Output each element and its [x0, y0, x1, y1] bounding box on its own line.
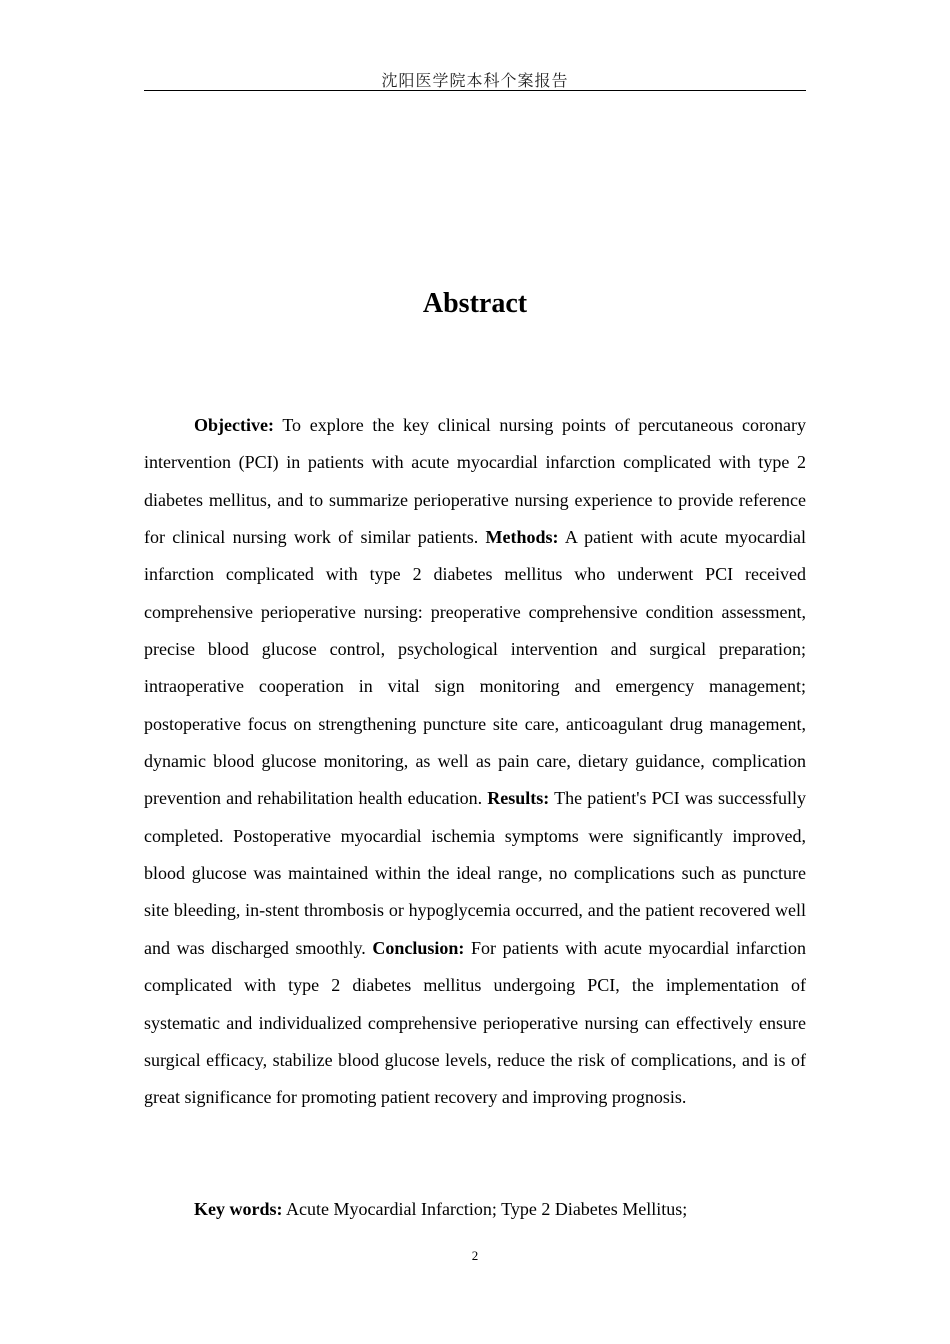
header-rule — [144, 90, 806, 91]
keywords-text: Acute Myocardial Infarction; Type 2 Diabetes Mellitus; — [282, 1199, 688, 1219]
conclusion-label: Conclusion: — [372, 937, 465, 958]
conclusion-text: For patients with acute myocardial infarction complicated with type 2 diabetes mellitus undergoing PCI, the implementation of systematic and individualized comprehensive perioperative nursing can effectively ensure surgical efficacy, stabilize blood glucose levels, reduce the risk of complications, and is of great significance for promoting patient recovery and improving prognosis. — [144, 937, 806, 1108]
keywords-label: Key words: — [194, 1199, 283, 1219]
results-text: The patient's PCI was successfully completed. Postoperative myocardial ischemia symptoms were significantly improved, blood glucose was maintained within the ideal range, no complications such as puncture site bleeding, in-stent thrombosis or hypoglycemia occurred, and the patient recovered well and was discharged smoothly. — [144, 788, 806, 958]
methods-text: A patient with acute myocardial infarction complicated with type 2 diabetes mellitus who underwent PCI received comprehensive perioperative nursing: preoperative comprehensive condition assessment, precise blood glucose control, psychological intervention and surgical preparation; intraoperative cooperation in vital sign monitoring and emergency management; postoperative focus on strengthening puncture site care, anticoagulant drug management, dynamic blood glucose monitoring, as well as pain care, dietary guidance, complication prevention and rehabilitation health education. — [144, 527, 806, 809]
abstract-paragraph — [144, 407, 806, 1117]
methods-label: Methods: — [485, 527, 559, 548]
page-title: Abstract — [422, 288, 528, 319]
results-label: Results: — [487, 788, 550, 809]
objective-text: To explore the key clinical nursing points of percutaneous coronary intervention (PCI) in patients with acute myocardial infarction complicated with type 2 diabetes mellitus, and to summarize perioperative nursing experience to provide reference for clinical nursing work of similar patients. — [144, 415, 806, 548]
keywords-line — [144, 1191, 806, 1228]
abstract-body — [144, 407, 806, 1117]
objective-label: Objective: — [194, 415, 274, 435]
running-header: 沈阳医学院本科个案报告 — [381, 71, 569, 90]
page-number: 2 — [471, 1248, 479, 1263]
